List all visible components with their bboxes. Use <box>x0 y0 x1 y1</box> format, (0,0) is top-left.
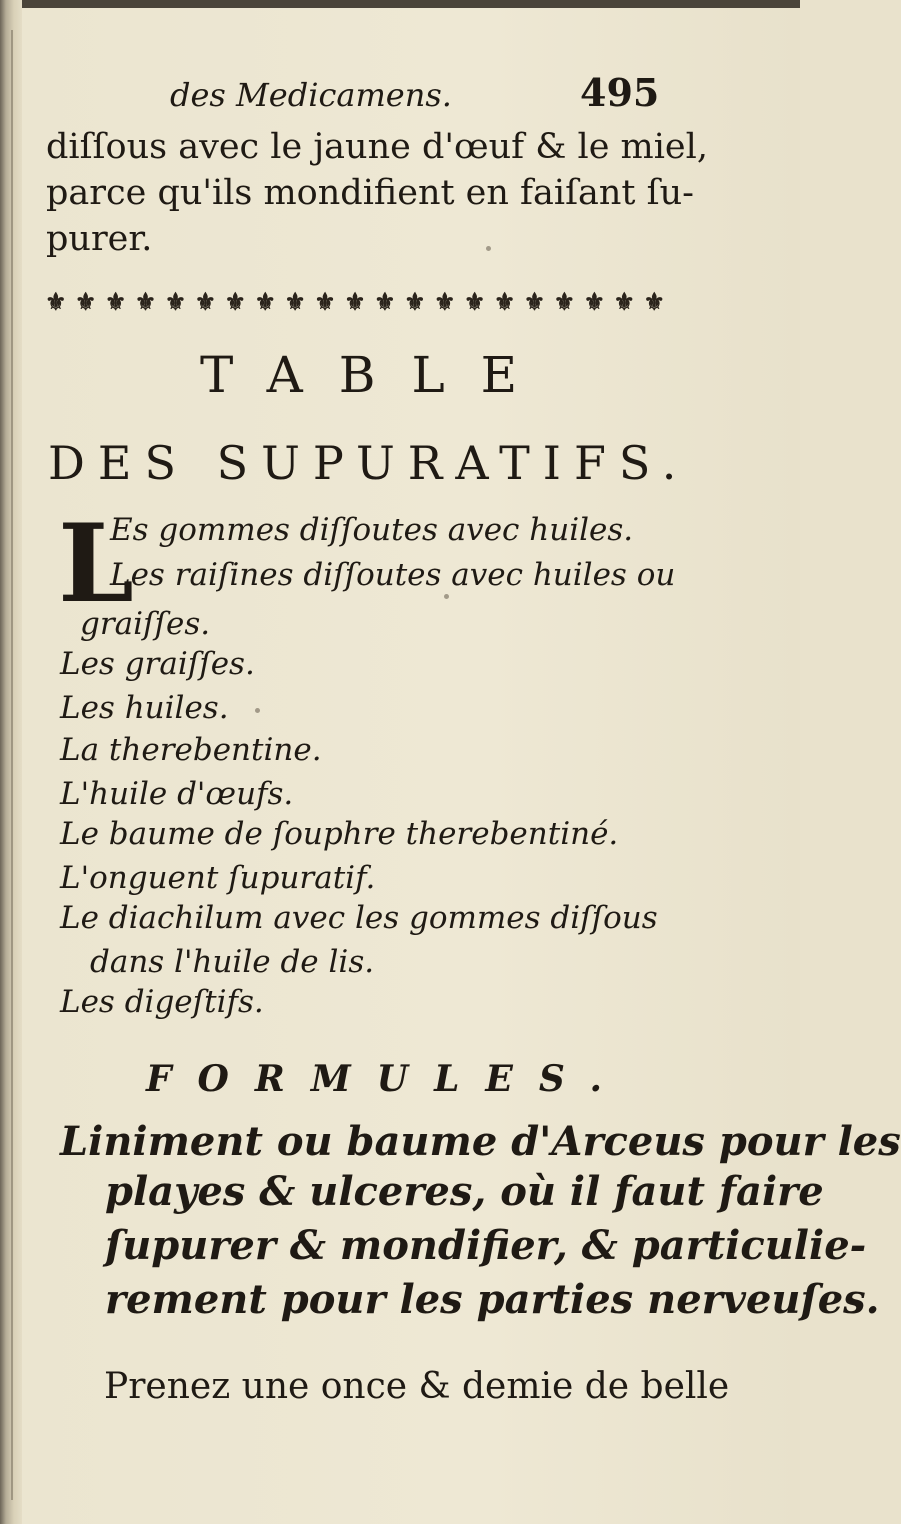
fleuron-ornament-icon: ⚜ <box>433 286 456 316</box>
continued-text-line: diſſous avec le jaune d'œuf & le miel, <box>46 127 708 167</box>
fleuron-ornament-icon: ⚜ <box>164 286 187 316</box>
paper-speck <box>486 246 491 251</box>
table-entry: L'onguent ſupuratif. <box>60 860 376 896</box>
fleuron-ornament-icon: ⚜ <box>493 286 516 316</box>
table-entry: L'huile d'œufs. <box>60 776 294 812</box>
table-entry: Les raiſines diſſoutes avec huiles ou <box>110 557 676 593</box>
fleuron-ornament-icon: ⚜ <box>284 286 306 316</box>
table-entry: La therebentine. <box>60 732 322 768</box>
table-entry: graiſſes. <box>80 606 211 642</box>
fleuron-ornament-icon: ⚜ <box>463 286 486 316</box>
fleuron-ornament-icon: ⚜ <box>404 286 426 316</box>
fleuron-ornament-icon: ⚜ <box>74 286 97 316</box>
fleuron-ornament-icon: ⚜ <box>134 286 157 316</box>
fleuron-ornament-icon: ⚜ <box>45 286 67 316</box>
gutter-edge <box>11 30 13 1500</box>
section-title-table: TABLE <box>200 346 554 404</box>
fleuron-ornament-icon: ⚜ <box>104 286 127 316</box>
formula-title-line: playes & ulceres, où il faut faire <box>105 1168 824 1215</box>
fleuron-ornament-icon: ⚜ <box>314 286 336 316</box>
page-number: 495 <box>580 70 660 115</box>
table-entry: Le baume de ſouphre therebentiné. <box>60 816 619 852</box>
table-entry: Es gommes diſſoutes avec huiles. <box>110 512 634 548</box>
table-entry: Les huiles. <box>60 690 229 726</box>
formules-heading: FORMULES. <box>146 1058 629 1100</box>
fleuron-ornament-icon: ⚜ <box>613 286 636 316</box>
continued-text-line: parce qu'ils mondifient en faiſant ſu- <box>46 173 694 213</box>
section-title-supuratifs: DES SUPURATIFS. <box>48 436 690 490</box>
formula-title-line: rement pour les parties nerveuſes. <box>105 1276 880 1323</box>
drop-cap: L <box>58 501 134 627</box>
fleuron-ornament-icon: ⚜ <box>344 286 366 316</box>
ornament-divider <box>45 286 665 316</box>
page-top-edge <box>0 0 800 8</box>
fleuron-ornament-icon: ⚜ <box>553 286 576 316</box>
paper-speck <box>255 708 260 713</box>
formula-title-line: Liniment ou baume d'Arceus pour les <box>60 1118 901 1165</box>
fleuron-ornament-icon: ⚜ <box>583 286 606 316</box>
continued-text-line: purer. <box>46 219 153 259</box>
fleuron-ornament-icon: ⚜ <box>194 286 217 316</box>
running-head: des Medicamens. <box>170 76 452 114</box>
table-entry: Les graiſſes. <box>60 646 255 682</box>
fleuron-ornament-icon: ⚜ <box>523 286 546 316</box>
fleuron-ornament-icon: ⚜ <box>224 286 247 316</box>
table-entry: dans l'huile de lis. <box>90 944 375 980</box>
binding-gutter <box>0 0 22 1524</box>
fleuron-ornament-icon: ⚜ <box>643 286 665 316</box>
recipe-text: Prenez une once & demie de belle <box>104 1366 730 1407</box>
table-entry: Le diachilum avec les gommes diſſous <box>60 900 658 936</box>
formula-title-line: ſupurer & mondifier, & particulie- <box>105 1222 867 1269</box>
table-entry: Les digeſtifs. <box>60 984 264 1020</box>
fleuron-ornament-icon: ⚜ <box>374 286 396 316</box>
paper-speck <box>444 594 449 599</box>
fleuron-ornament-icon: ⚜ <box>254 286 276 316</box>
